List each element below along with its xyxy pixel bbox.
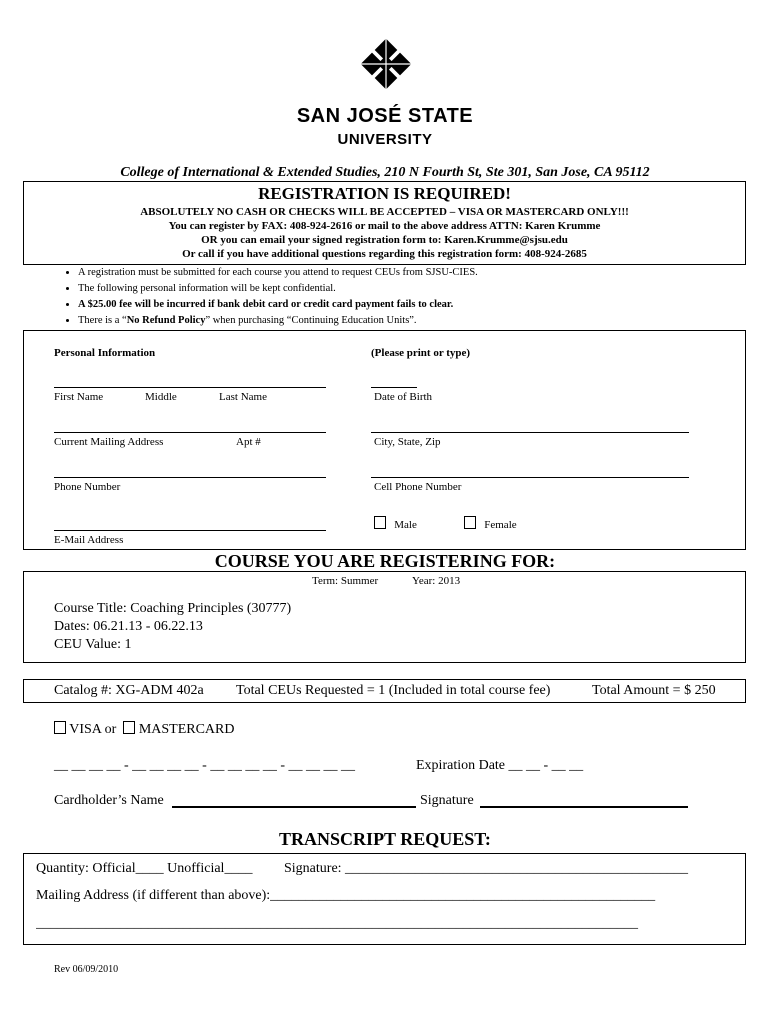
dob-field[interactable]: [371, 387, 417, 388]
female-checkbox[interactable]: [464, 516, 476, 529]
ceu-value: CEU Value: 1: [54, 637, 132, 652]
catalog-number: Catalog #: XG-ADM 402a: [54, 683, 204, 698]
year: Year: 2013: [412, 575, 461, 587]
signature-field[interactable]: [480, 806, 688, 808]
quantity-field[interactable]: Quantity: Official____ Unofficial____: [36, 861, 253, 876]
card-number-field[interactable]: __ __ __ __ - __ __ __ __ - __ __ __ __ - __ __ __ __: [54, 758, 355, 773]
gender-female: Female: [464, 516, 517, 531]
city-field[interactable]: [371, 432, 689, 433]
visa-checkbox[interactable]: [54, 721, 66, 734]
email-label: E-Mail Address: [54, 534, 124, 546]
name-field[interactable]: [54, 387, 326, 388]
first-name-label: First Name: [54, 391, 104, 403]
transcript-extra-line[interactable]: ______________________________________________________________________________________: [36, 916, 638, 931]
notice-line: You can register by FAX: 408-924-2616 or mail to the above address ATTN: Karen Krumme: [168, 220, 601, 232]
personal-info-section: [23, 330, 746, 550]
mailing-address-field[interactable]: [54, 432, 326, 433]
dob-label: Date of Birth: [374, 391, 433, 403]
cell-label: Cell Phone Number: [374, 481, 462, 493]
notice-line: Or call if you have additional questions regarding this registration form: 408-924-2685: [182, 248, 587, 260]
transcript-mailing-field[interactable]: Mailing Address (if different than above):_______________________________________________________: [36, 888, 656, 903]
middle-name-label: Middle: [145, 391, 177, 403]
catalog-section: [23, 679, 746, 703]
registration-title: REGISTRATION IS REQUIRED!: [258, 184, 511, 203]
transcript-signature-field[interactable]: Signature: _________________________________________________: [284, 861, 689, 876]
term: Term: Summer: [312, 575, 379, 587]
course-dates: Dates: 06.21.13 - 06.22.13: [54, 619, 203, 634]
expiration-date-field[interactable]: Expiration Date __ __ - __ __: [416, 758, 584, 773]
last-name-label: Last Name: [219, 391, 267, 403]
transcript-section: [23, 853, 746, 945]
cardholder-field[interactable]: [172, 806, 416, 808]
total-ceus: Total CEUs Requested = 1 (Included in total course fee): [236, 683, 551, 698]
mastercard-label: MASTERCARD: [138, 722, 235, 737]
cardholder-label: Cardholder’s Name: [54, 793, 164, 808]
phone-field[interactable]: [54, 477, 326, 478]
apt-label: Apt #: [236, 436, 261, 448]
visa-label: VISA or: [69, 722, 117, 737]
revision-date: Rev 06/09/2010: [54, 964, 119, 975]
course-heading: COURSE YOU ARE REGISTERING FOR:: [214, 551, 556, 571]
registration-notice-box: [23, 181, 746, 265]
gender-male: Male: [374, 516, 417, 531]
email-field[interactable]: [54, 530, 326, 531]
city-label: City, State, Zip: [374, 436, 441, 448]
course-section: [23, 571, 746, 663]
policy-item: • A $25.00 fee will be incurred if bank debit card or credit card payment fails to clear.: [78, 297, 758, 313]
policy-list: [48, 265, 758, 329]
policy-item: • The following personal information will be kept confidential.: [78, 281, 758, 297]
phone-label: Phone Number: [54, 481, 121, 493]
notice-line: OR you can email your signed registration form to: Karen.Krumme@sjsu.edu: [201, 234, 568, 246]
signature-label: Signature: [420, 793, 474, 808]
transcript-heading: TRANSCRIPT REQUEST:: [279, 829, 491, 849]
policy-item: • There is a “No Refund Policy” when purchasing “Continuing Education Units”.: [78, 313, 758, 329]
mastercard-checkbox[interactable]: [123, 721, 135, 734]
total-amount: Total Amount = $ 250: [592, 683, 716, 698]
university-logo: [360, 38, 412, 90]
male-checkbox[interactable]: [374, 516, 386, 529]
policy-item: • A registration must be submitted for each course you attend to request CEUs from SJSU-CIES.: [78, 265, 758, 281]
print-note: (Please print or type): [371, 347, 471, 359]
university-name: SAN JOSÉ STATE: [296, 105, 474, 127]
notice-line: ABSOLUTELY NO CASH OR CHECKS WILL BE ACCEPTED – VISA OR MASTERCARD ONLY!!!: [140, 206, 629, 218]
college-address: College of International & Extended Studies, 210 N Fourth St, Ste 301, San Jose, CA 95112: [120, 165, 650, 180]
university-subname: UNIVERSITY: [337, 131, 433, 148]
mailing-address-label: Current Mailing Address: [54, 436, 164, 448]
section-heading: Personal Information: [54, 347, 156, 359]
cell-field[interactable]: [371, 477, 689, 478]
course-title: Course Title: Coaching Principles (30777): [54, 601, 292, 616]
payment-method: [54, 721, 235, 738]
